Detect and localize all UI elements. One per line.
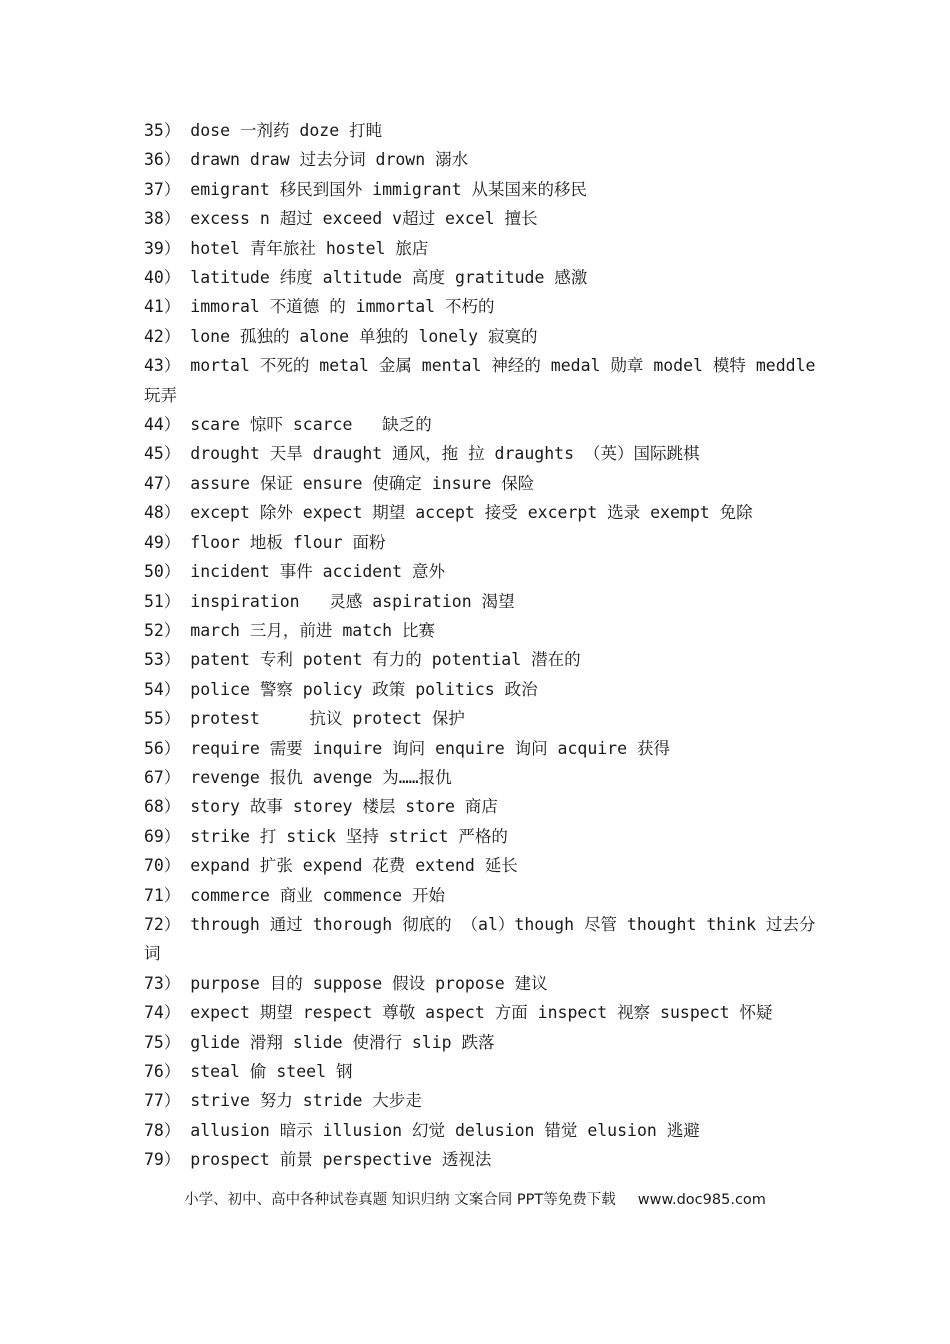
list-item: 69） strike 打 stick 坚持 strict 严格的: [144, 826, 508, 846]
list-item: 52） march 三月，前进 match 比赛: [144, 620, 435, 640]
list-item: 49） floor 地板 flour 面粉: [144, 532, 386, 552]
page-footer: [0, 1188, 950, 1209]
list-item: 43） mortal 不死的 metal 金属 mental 神经的 medal 勋章 model 模特 meddle 玩弄: [144, 356, 826, 405]
list-item: 37） emigrant 移民到国外 immigrant 从某国来的移民: [144, 179, 587, 199]
list-item: 78） allusion 暗示 illusion 幻觉 delusion 错觉 elusion 逃避: [144, 1120, 700, 1140]
list-item: 72） through 通过 thorough 彻底的 （al）though 尽管 thought think 过去分词: [144, 914, 816, 964]
list-item: 35） dose 一剂药 doze 打盹: [144, 121, 383, 140]
list-item: 39） hotel 青年旅社 hostel 旅店: [144, 238, 429, 258]
footer-text: 小学、初中、高中各种试卷真题 知识归纳 文案合同 PPT等免费下载: [184, 1192, 616, 1208]
list-item: 48） except 除外 expect 期望 accept 接受 excerpt 选录 exempt 免除: [144, 503, 753, 523]
list-item: 76） steal 偷 steel 钢: [144, 1062, 353, 1081]
list-item: 67） revenge 报仇 avenge 为……报仇: [144, 767, 452, 787]
list-item: 75） glide 滑翔 slide 使滑行 slip 跌落: [144, 1032, 495, 1052]
list-item: 40） latitude 纬度 altitude 高度 gratitude 感激: [144, 268, 588, 288]
list-item: 71） commerce 商业 commence 开始: [144, 885, 446, 905]
footer-url[interactable]: www.doc985.com: [637, 1192, 766, 1208]
list-item: 68） story 故事 storey 楼层 store 商店: [144, 797, 498, 817]
list-item: 54） police 警察 policy 政策 politics 政治: [144, 679, 538, 699]
list-item: 50） incident 事件 accident 意外: [144, 562, 446, 582]
list-item: 38） excess n 超过 exceed v超过 excel 擅长: [144, 209, 538, 229]
list-item: 73） purpose 目的 suppose 假设 propose 建议: [144, 973, 548, 993]
list-item: 56） require 需要 inquire 询问 enquire 询问 acquire 获得: [144, 738, 670, 758]
list-item: 42） lone 孤独的 alone 单独的 lonely 寂寞的: [144, 326, 538, 346]
list-item: 51） inspiration 灵感 aspiration 渴望: [144, 591, 515, 611]
list-item: 53） patent 专利 potent 有力的 potential 潜在的: [144, 650, 581, 670]
list-item: 45） drought 天旱 draught 通风，拖 拉 draughts （英）国际跳棋: [144, 444, 700, 464]
word-list: [144, 116, 824, 1175]
list-item: 77） strive 努力 stride 大步走: [144, 1091, 422, 1111]
list-item: 47） assure 保证 ensure 使确定 insure 保险: [144, 473, 535, 493]
list-item: 41） immoral 不道德 的 immortal 不朽的: [144, 297, 495, 317]
list-item: 44） scare 惊吓 scarce 缺乏的: [144, 415, 432, 435]
list-item: 36） drawn draw 过去分词 drown 溺水: [144, 150, 469, 170]
list-item: 74） expect 期望 respect 尊敬 aspect 方面 inspect 视察 suspect 怀疑: [144, 1003, 773, 1023]
list-item: 70） expand 扩张 expend 花费 extend 延长: [144, 856, 518, 876]
list-item: 55） protest 抗议 protect 保护: [144, 709, 465, 729]
list-item: 79） prospect 前景 perspective 透视法: [144, 1150, 492, 1170]
